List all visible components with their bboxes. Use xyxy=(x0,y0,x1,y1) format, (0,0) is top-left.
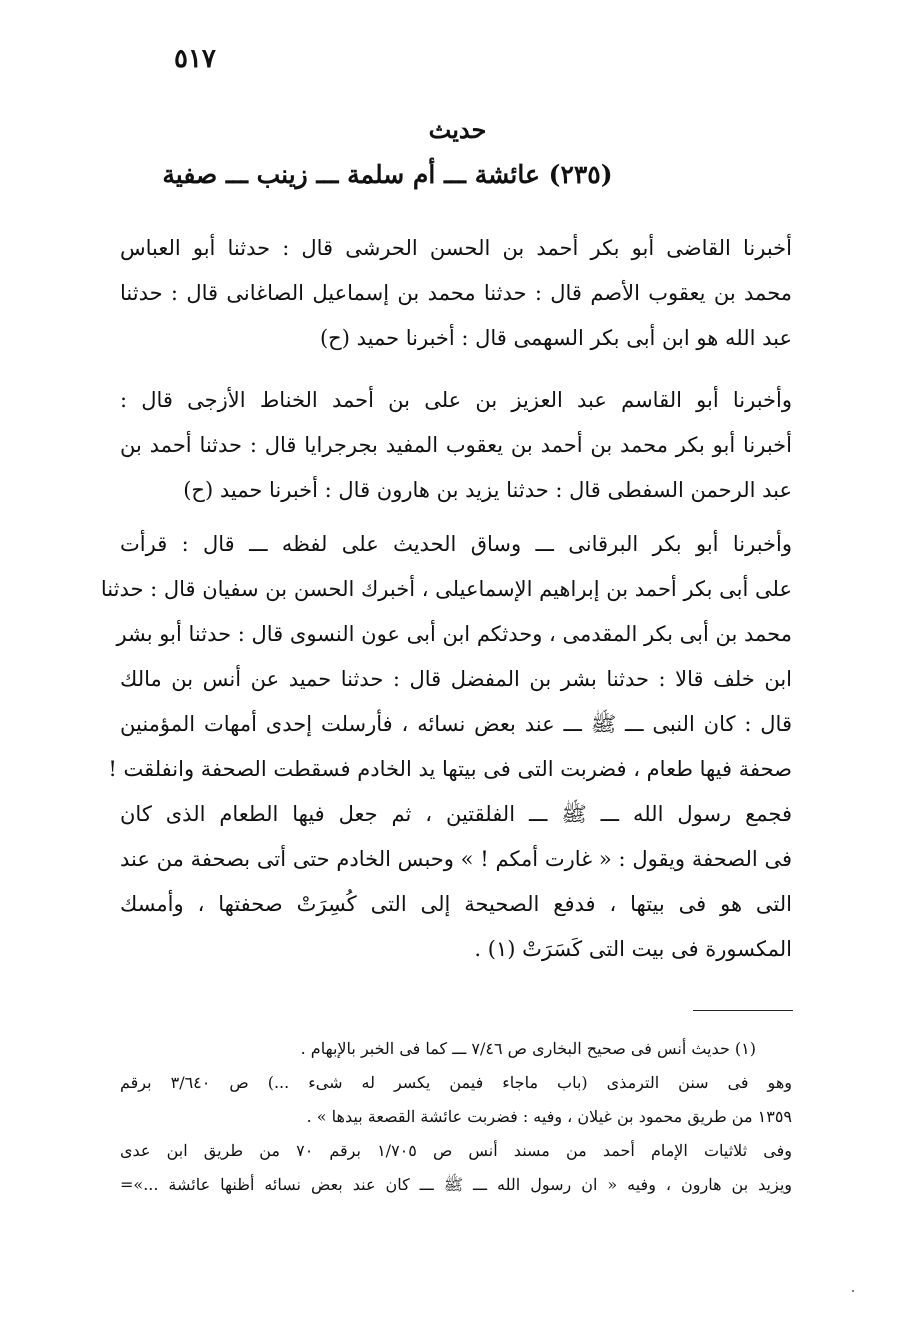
text-line: التى هو فى بيتها ، فدفع الصحيحة إلى التى كُسِرَتْ صحفتها ، وأمسك xyxy=(120,892,792,916)
hadith-subheading: (٢٣٥) عائشة ـــ أم سلمة ـــ زينب ـــ صفية xyxy=(162,160,613,189)
text-line: عبد الرحمن السفطى قال : حدثنا يزيد بن هارون قال : أخبرنا حميد (ح) xyxy=(183,478,792,502)
text-line: ابن خلف قالا : حدثنا بشر بن المفضل قال : حدثنا حميد عن أنس بن مالك xyxy=(120,667,792,691)
text-line: محمد بن يعقوب الأصم قال : حدثنا محمد بن إسماعيل الصاغانى قال : حدثنا xyxy=(120,281,792,305)
footnote-line: ويزيد بن هارون ، وفيه « ان رسول الله ـــ ﷺ ـــ كان عند بعض نسائه أظنها عائشة ...»= xyxy=(120,1175,792,1194)
footnote-line: (١) حديث أنس فى صحيح البخارى ص ٧/٤٦ ـــ كما فى الخبر بالإبهام . xyxy=(300,1039,756,1058)
paragraph-isnad-2 xyxy=(120,378,792,513)
text-line: محمد بن أبى بكر المقدمى ، وحدثكم ابن أبى عون النسوى قال : حدثنا أبو بشر xyxy=(116,622,792,646)
footnote-line: ١٣٥٩ من طريق محمود بن غيلان ، وفيه : فضربت عائشة القصعة بيدها » . xyxy=(306,1107,792,1126)
paragraph-matn xyxy=(100,522,792,972)
paragraph-isnad-1 xyxy=(120,226,792,361)
text-line: على أبى بكر أحمد بن إبراهيم الإسماعيلى ، أخبرك الحسن بن سفيان قال : حدثنا xyxy=(100,577,792,601)
scan-speck xyxy=(852,1290,854,1292)
text-line: أخبرنا القاضى أبو بكر أحمد بن الحسن الحرشى قال : حدثنا أبو العباس xyxy=(120,236,792,260)
text-line: المكسورة فى بيت التى كَسَرَتْ (١) . xyxy=(474,937,792,961)
text-line: وأخبرنا أبو القاسم عبد العزيز بن على بن أحمد الخناط الأزجى قال : xyxy=(120,388,792,412)
footnote-separator xyxy=(693,1010,793,1011)
page-number: ٥١٧ xyxy=(174,44,216,74)
text-line: قال : كان النبى ـــ ﷺ ـــ عند بعض نسائه ، فأرسلت إحدى أمهات المؤمنين xyxy=(120,712,792,736)
footnote-line: وهو فى سنن الترمذى (باب ماجاء فيمن يكسر له شىء ...) ص ٣/٦٤٠ برقم xyxy=(120,1073,792,1092)
footnote-line: وفى ثلاثيات الإمام أحمد من مسند أنس ص ١/٧٠٥ برقم ٧٠ من طريق ابن عدى xyxy=(120,1141,793,1160)
hadith-heading: حديث xyxy=(428,115,487,144)
text-line: فى الصحفة ويقول : « غارت أمكم ! » وحبس الخادم حتى أتى بصحفة من عند xyxy=(120,847,792,871)
text-line: وأخبرنا أبو بكر البرقانى ـــ وساق الحديث على لفظه ـــ قال : قرأت xyxy=(120,532,792,556)
footnotes xyxy=(120,1032,792,1202)
text-line: عبد الله هو ابن أبى بكر السهمى قال : أخبرنا حميد (ح) xyxy=(319,326,792,350)
text-line: أخبرنا أبو بكر محمد بن أحمد بن يعقوب المفيد بجرجرايا قال : حدثنا أحمد بن xyxy=(120,433,792,457)
text-line: صحفة فيها طعام ، فضربت التى فى بيتها يد الخادم فسقطت الصحفة وانفلقت ! xyxy=(108,757,792,781)
text-line: فجمع رسول الله ـــ ﷺ ـــ الفلقتين ، ثم جعل فيها الطعام الذى كان xyxy=(120,802,792,826)
